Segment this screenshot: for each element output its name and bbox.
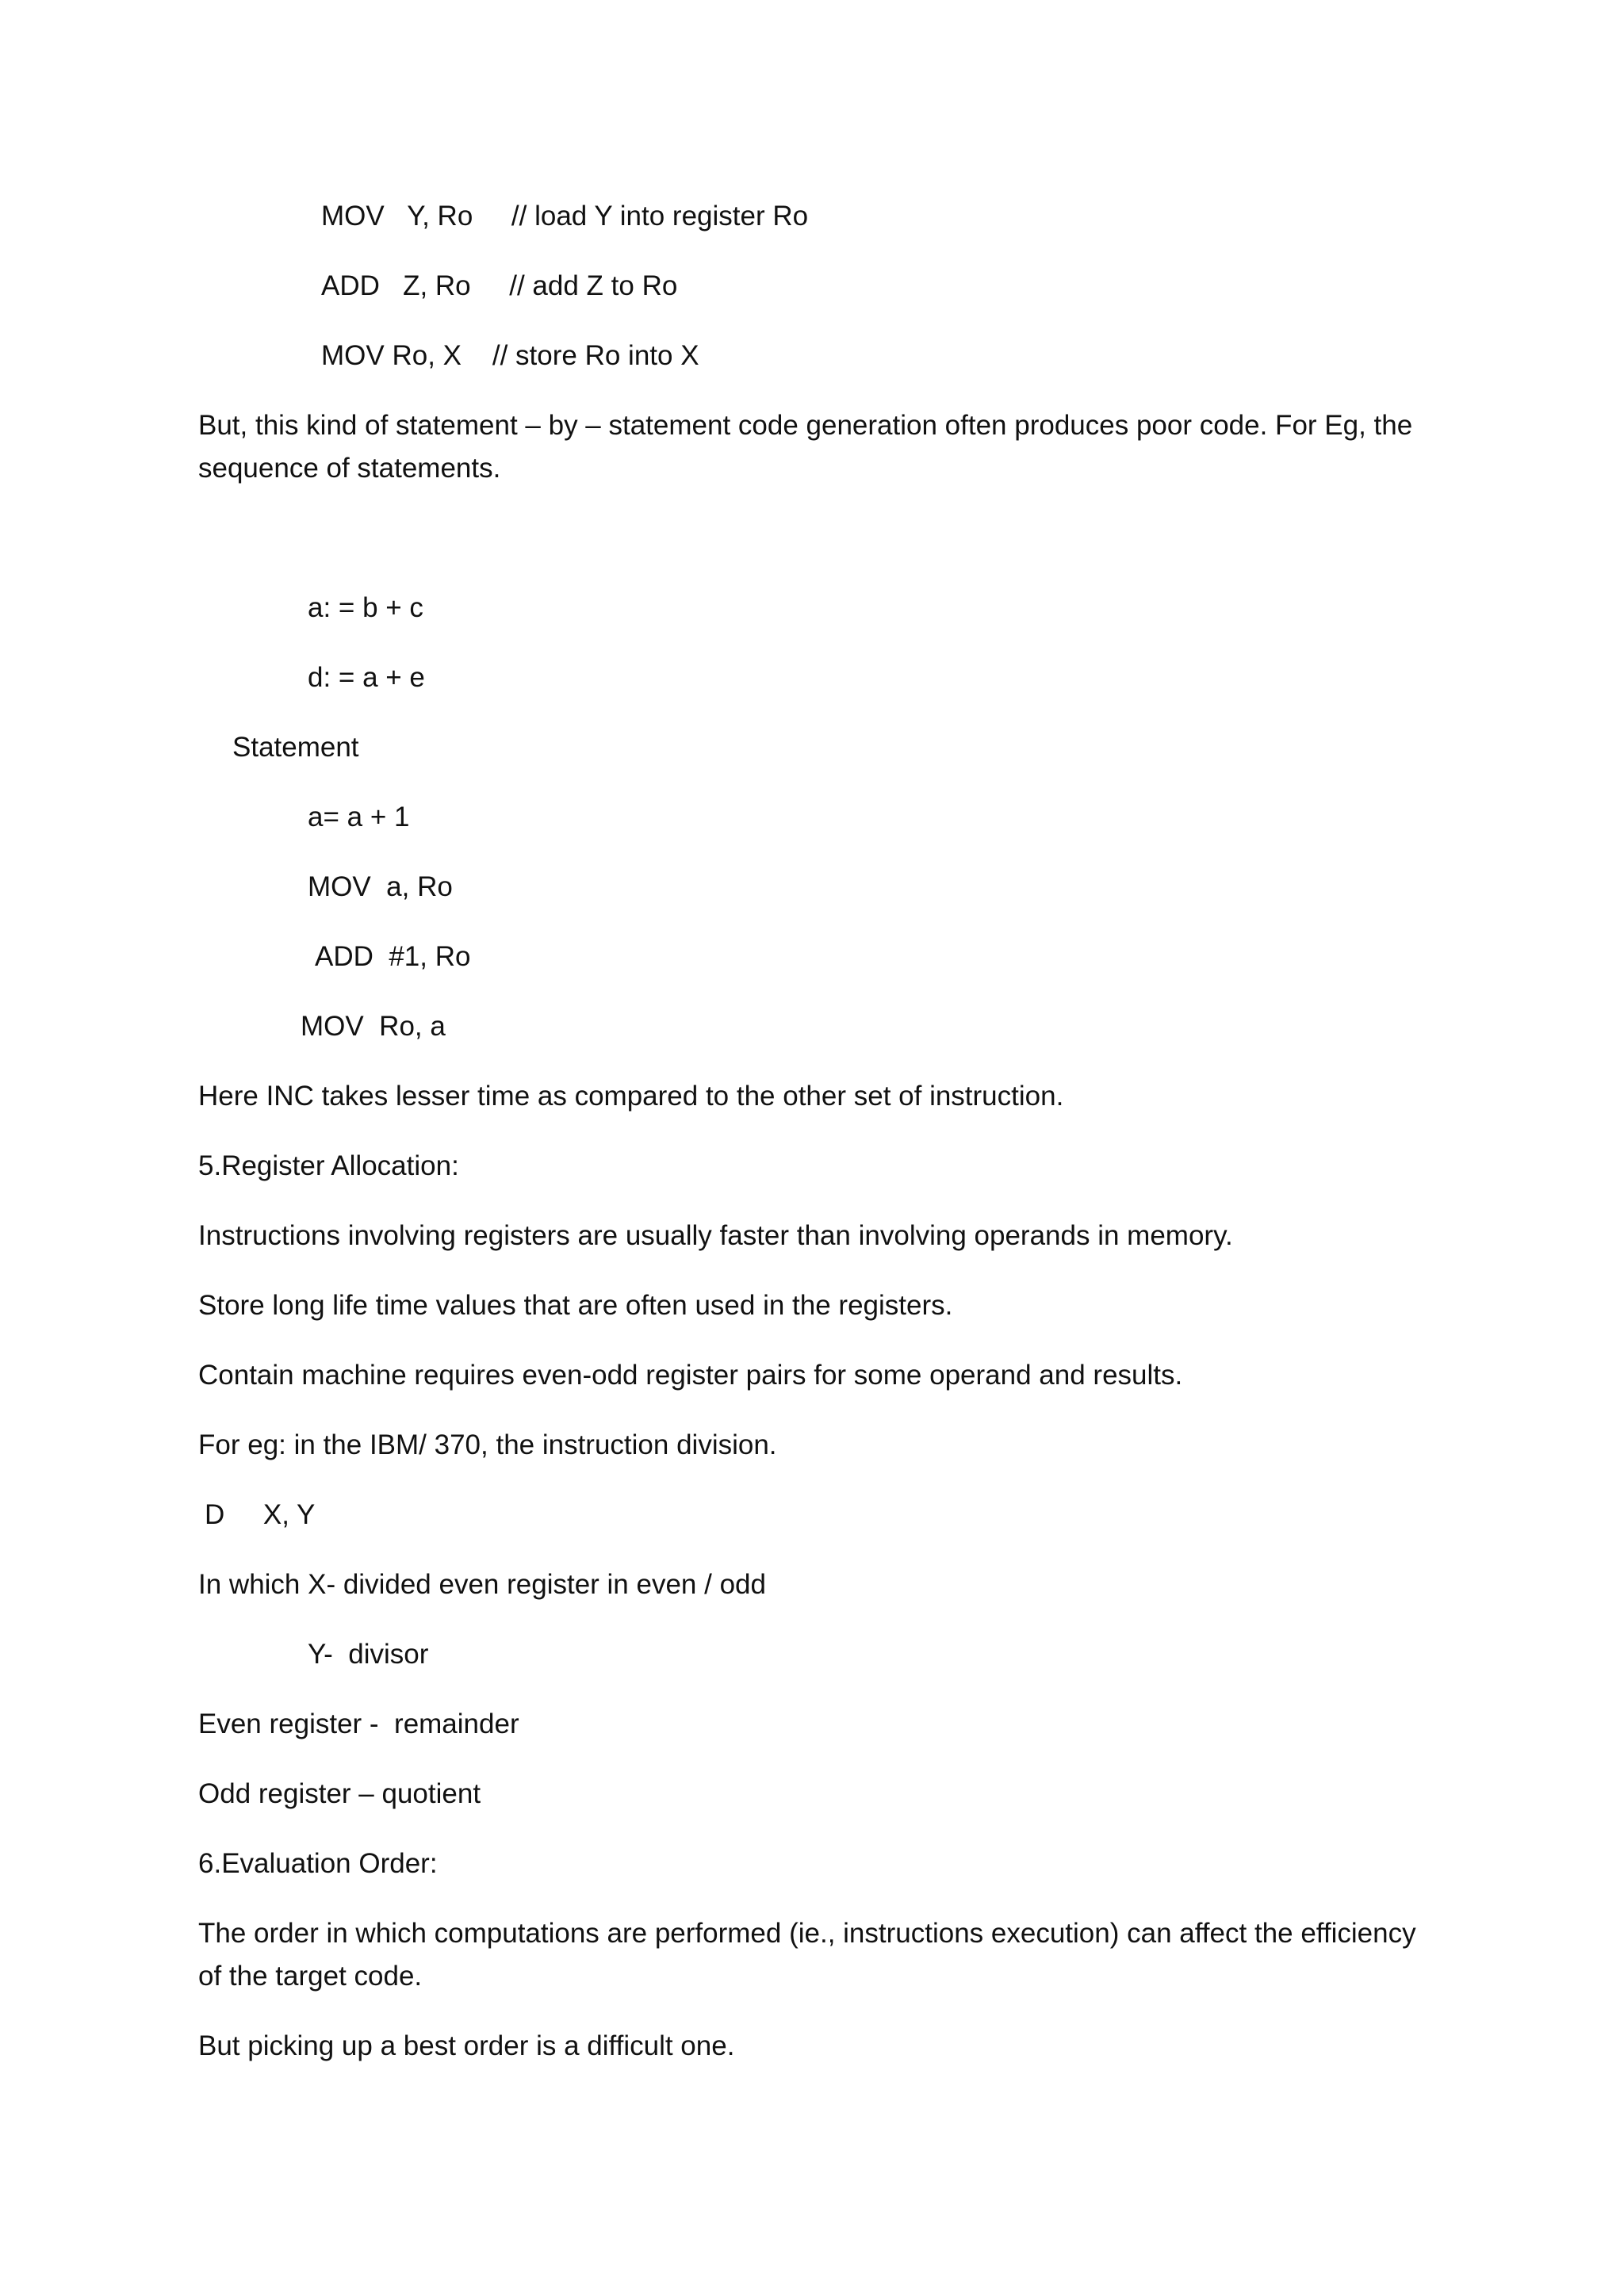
statement-a-assign: a: = b + c bbox=[308, 592, 423, 623]
in-which-line: In which X- divided even register in even / odd bbox=[198, 1569, 766, 1600]
statement-d-assign: d: = a + e bbox=[308, 662, 425, 693]
statement-a-increment: a= a + 1 bbox=[308, 802, 410, 832]
odd-register-line: Odd register – quotient bbox=[198, 1778, 481, 1809]
code-line-d-xy: D X, Y bbox=[205, 1499, 316, 1530]
statement-label: Statement bbox=[232, 732, 359, 763]
code-line-mov-x: MOV Ro, X // store Ro into X bbox=[321, 340, 699, 371]
register-faster-line: Instructions involving registers are usually faster than involving operands in memory. bbox=[198, 1220, 1233, 1251]
paragraph-poor-code bbox=[198, 404, 1443, 490]
store-long-line: Store long life time values that are often used in the registers. bbox=[198, 1290, 953, 1321]
best-order-line: But picking up a best order is a difficult one. bbox=[198, 2030, 735, 2061]
code-line-mov-a-ro: MOV a, Ro bbox=[308, 871, 453, 902]
code-line-add-z: ADD Z, Ro // add Z to Ro bbox=[321, 270, 678, 301]
paragraph-text: The order in which computations are performed (ie., instructions execution) can affect the efficiency of the target code. bbox=[198, 1918, 1416, 1992]
code-line-mov-y: MOV Y, Ro // load Y into register Ro bbox=[321, 201, 809, 232]
contain-machine-line: Contain machine requires even-odd register pairs for some operand and results. bbox=[198, 1360, 1183, 1391]
inc-note: Here INC takes lesser time as compared to the other set of instruction. bbox=[198, 1081, 1064, 1112]
paragraph-text: But, this kind of statement – by – statement code generation often produces poor code. For Eg, the sequence of statements. bbox=[198, 410, 1413, 484]
ibm-example-line: For eg: in the IBM/ 370, the instruction division. bbox=[198, 1429, 777, 1460]
y-divisor-line: Y- divisor bbox=[308, 1639, 429, 1670]
code-line-add-1-ro: ADD #1, Ro bbox=[315, 941, 471, 972]
section-heading-register-allocation: 5.Register Allocation: bbox=[198, 1150, 459, 1181]
even-register-line: Even register - remainder bbox=[198, 1709, 519, 1739]
section-heading-evaluation-order: 6.Evaluation Order: bbox=[198, 1848, 438, 1879]
paragraph-evaluation-order bbox=[198, 1912, 1443, 1998]
code-line-mov-ro-a: MOV Ro, a bbox=[301, 1011, 446, 1042]
